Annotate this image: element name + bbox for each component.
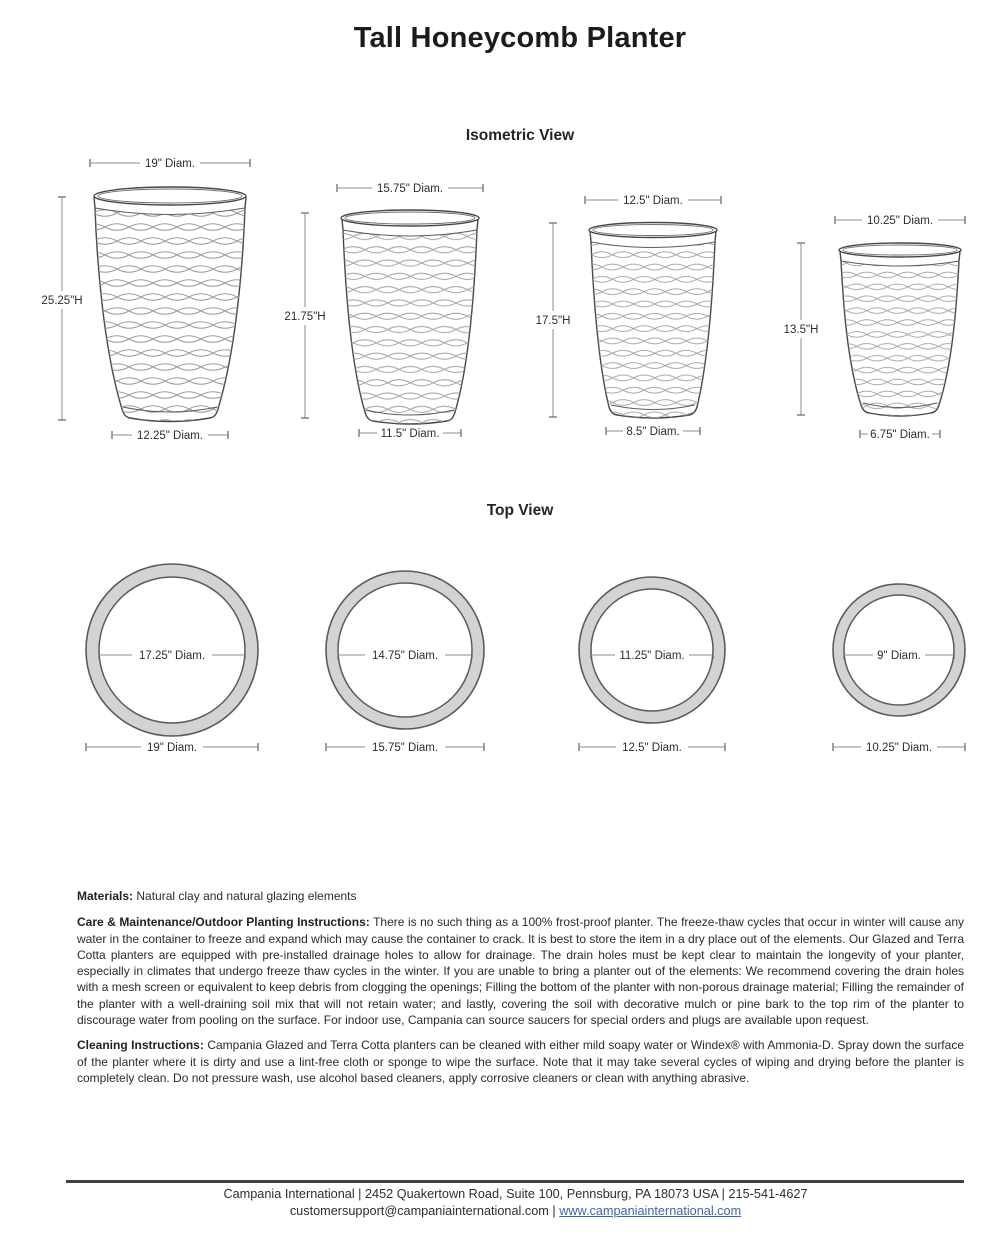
- p3-top-diameter-dimension: [585, 195, 721, 207]
- p3-bottom-diameter-dimension: [606, 426, 700, 438]
- p4-height-dimension: [784, 243, 819, 415]
- p4-top-diameter-dimension: [835, 215, 965, 227]
- topview-circle-1: [47, 550, 297, 770]
- p2-planter-drawing: [341, 210, 479, 429]
- materials-label: Materials:: [77, 889, 134, 903]
- c2-outer-diameter-dimension: [326, 742, 484, 754]
- topview-circle-3: [527, 550, 777, 770]
- materials-text: Natural clay and natural glazing elements: [136, 889, 357, 903]
- p3-honeycomb-pattern: [589, 240, 717, 422]
- p4-planter-drawing: [839, 243, 961, 416]
- footer-separator: |: [552, 1204, 556, 1218]
- c4-outer-diam-label: 10.25" Diam.: [865, 742, 933, 754]
- c4-outer-diameter-dimension: [833, 742, 965, 754]
- p2-bottom-diam-label: 11.5" Diam.: [380, 428, 440, 440]
- p3-top-diam-label: 12.5" Diam.: [623, 195, 683, 207]
- care-maintenance-text: There is no such thing as a 100% frost-proof planter. The freeze-thaw cycles that occur in winter will cause any water in the container to freeze and expand which may cause the container to crack. It is best to store the item in a dry place out of the elements. Our Glazed and Terra Cotta planters are equipped with pre-installed drainage holes to allow for drainage. The drain holes must be kept clear to maintain the longevity of your planter, especially in climates that undergo freeze thaw cycles in the winter. If you are unable to bring a planter out of the elements: We recommend covering the drain holes with a mesh screen or equivalent to keep debris from clogging the openings; Filling the bottom of the planter with non-porous drainage material; Filling the remainder of the planter with a well-draining soil mix that will not retain water; and lastly, covering the soil with decorative mulch or pine bark to the top rim of the planter to discourage water from pooling on the surface. For indoor use, Campania can source saucers for special orders and plugs are available upon request.: [77, 915, 964, 1028]
- p3-height-dimension: [536, 223, 571, 417]
- p1-height-dimension: [41, 197, 82, 420]
- planter-figure-1: [41, 150, 295, 460]
- cleaning-label: Cleaning Instructions:: [77, 1038, 204, 1053]
- isometric-view-heading: Isometric View: [465, 127, 575, 144]
- care-maintenance-label: Care & Maintenance/Outdoor Planting Instructions:: [77, 915, 370, 930]
- footer-contact-line: [67, 1203, 964, 1220]
- p1-bottom-diam-label: 12.25" Diam.: [136, 430, 204, 442]
- p1-bottom-diameter-dimension: [112, 430, 228, 442]
- p2-top-diam-label: 15.75" Diam.: [376, 183, 444, 195]
- footer-divider: [66, 1180, 964, 1183]
- p1-rim-ellipse: [94, 187, 246, 205]
- instructions-section: [77, 888, 964, 1086]
- c3-outer-diameter-dimension: [579, 742, 725, 754]
- page-title: Tall Honeycomb Planter: [353, 22, 687, 54]
- p2-honeycomb-pattern: [341, 229, 479, 429]
- c1-inner-diam-label: 17.25" Diam.: [138, 650, 206, 662]
- p2-top-diameter-dimension: [337, 183, 483, 195]
- planter-figure-3: [528, 150, 778, 460]
- footer-address-line: Campania International | 2452 Quakertown Road, Suite 100, Pennsburg, PA 18073 USA | 215-541-4627: [223, 1187, 808, 1201]
- c3-outer-diam-label: 12.5" Diam.: [622, 742, 682, 754]
- topview-circle-4: [774, 550, 1000, 770]
- footer-website-link[interactable]: www.campaniainternational.com: [559, 1204, 742, 1218]
- footer-email: customersupport@campaniainternational.com: [289, 1204, 549, 1218]
- top-view-heading: Top View: [486, 502, 554, 519]
- planter-figure-4: [775, 150, 1000, 460]
- c4-inner-diam-label: 9" Diam.: [877, 650, 921, 662]
- p2-height-label: 21.75"H: [284, 311, 326, 323]
- c2-outer-diam-label: 15.75" Diam.: [371, 742, 439, 754]
- care-maintenance-paragraph: [77, 914, 964, 1028]
- p4-height-label: 13.5"H: [783, 324, 819, 336]
- c2-inner-diam-label: 14.75" Diam.: [371, 650, 439, 662]
- materials-paragraph: [77, 888, 964, 904]
- p3-planter-drawing: [589, 223, 717, 423]
- planter-figure-2: [285, 150, 535, 460]
- p2-bottom-diameter-dimension: [359, 428, 461, 440]
- topview-circle-2: [280, 550, 530, 770]
- c1-outer-diam-label: 19" Diam.: [146, 742, 198, 754]
- p1-top-diameter-dimension: [90, 158, 250, 170]
- p1-top-diam-label: 19" Diam.: [144, 158, 196, 170]
- p3-height-label: 17.5"H: [535, 315, 571, 327]
- p1-planter-drawing: [93, 187, 247, 422]
- c3-inner-diam-label: 11.25" Diam.: [619, 650, 685, 662]
- p2-height-dimension: [284, 213, 325, 418]
- footer: [67, 1186, 964, 1220]
- p1-height-label: 25.25"H: [41, 295, 83, 307]
- p4-bottom-diam-label: 6.75" Diam.: [870, 429, 930, 441]
- p4-bottom-diameter-dimension: [860, 429, 940, 441]
- p3-bottom-diam-label: 8.5" Diam.: [626, 426, 680, 438]
- cleaning-paragraph: [77, 1037, 964, 1086]
- cleaning-text: Campania Glazed and Terra Cotta planters can be cleaned with either mild soapy water or Windex® with Ammonia-D. Spray down the surface of the planter where it is dirty and use a lint-free cloth or sponge to wipe the surface. Note that it may take several cycles of wiping and drying before the planter is completely clean. Do not pressure wash, use alcohol based cleaners, apply corrosive cleaners or clean with anything abrasive.: [77, 1038, 964, 1085]
- c1-outer-diameter-dimension: [86, 742, 258, 754]
- p4-top-diam-label: 10.25" Diam.: [866, 215, 934, 227]
